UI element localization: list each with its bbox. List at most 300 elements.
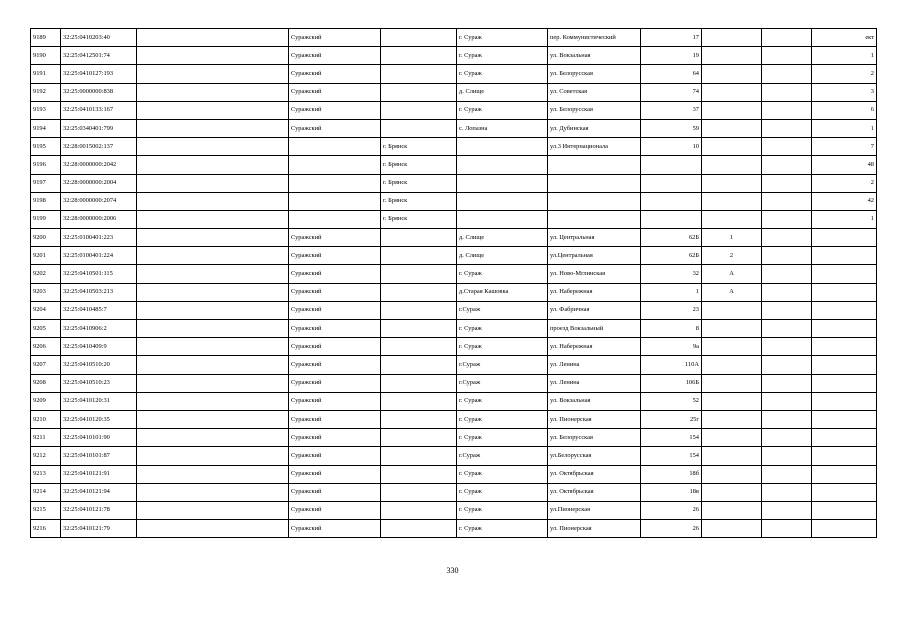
district-cell (289, 192, 381, 210)
count-cell (812, 320, 877, 338)
table-row (31, 338, 877, 356)
row-index-cell: 9201 (31, 247, 61, 265)
count-cell (812, 229, 877, 247)
house-number-cell: 37 (641, 101, 702, 119)
table-row (31, 447, 877, 465)
building-cell (702, 356, 762, 374)
house-number-cell (641, 192, 702, 210)
table-row (31, 301, 877, 319)
settlement-cell: д. Слище (457, 83, 548, 101)
street-cell (548, 210, 641, 228)
district-cell: Суражский (289, 65, 381, 83)
district-cell: Суражский (289, 83, 381, 101)
settlement-cell (457, 138, 548, 156)
district-cell: Суражский (289, 29, 381, 47)
row-index-cell: 9215 (31, 501, 61, 519)
house-number-cell: 32 (641, 265, 702, 283)
blank-cell (137, 101, 289, 119)
building-cell (702, 138, 762, 156)
table-row (31, 65, 877, 83)
blank-cell (137, 483, 289, 501)
district-cell: Суражский (289, 429, 381, 447)
street-cell: ул. Белорусская (548, 429, 641, 447)
district-cell (289, 174, 381, 192)
extra-cell (762, 29, 812, 47)
cadastral-number-cell: 32:28:0000000:2006 (61, 210, 137, 228)
city-cell (381, 429, 457, 447)
city-cell: г. Брянск (381, 192, 457, 210)
table-row (31, 501, 877, 519)
settlement-cell (457, 192, 548, 210)
settlement-cell: с. Лопазна (457, 119, 548, 137)
settlement-cell: г. Сураж (457, 520, 548, 538)
extra-cell (762, 101, 812, 119)
cadastral-number-cell: 32:25:0412501:74 (61, 47, 137, 65)
extra-cell (762, 374, 812, 392)
cadastral-number-cell: 32:25:0340401:799 (61, 119, 137, 137)
house-number-cell: 154 (641, 447, 702, 465)
building-cell: 1 (702, 229, 762, 247)
city-cell (381, 65, 457, 83)
table-row (31, 101, 877, 119)
settlement-cell: г. Сураж (457, 429, 548, 447)
building-cell (702, 301, 762, 319)
row-index-cell: 9191 (31, 65, 61, 83)
extra-cell (762, 229, 812, 247)
district-cell: Суражский (289, 392, 381, 410)
count-cell: 7 (812, 138, 877, 156)
row-index-cell: 9212 (31, 447, 61, 465)
district-cell (289, 210, 381, 228)
street-cell: пер. Коммунистический (548, 29, 641, 47)
blank-cell (137, 156, 289, 174)
register-table (30, 28, 877, 538)
house-number-cell: 110А (641, 356, 702, 374)
city-cell (381, 465, 457, 483)
count-cell (812, 429, 877, 447)
row-index-cell: 9195 (31, 138, 61, 156)
table-row (31, 229, 877, 247)
table-row (31, 192, 877, 210)
street-cell: ул. Вокзальная (548, 47, 641, 65)
building-cell (702, 338, 762, 356)
count-cell (812, 410, 877, 428)
district-cell: Суражский (289, 501, 381, 519)
city-cell: г. Брянск (381, 174, 457, 192)
extra-cell (762, 501, 812, 519)
building-cell (702, 483, 762, 501)
cadastral-number-cell: 32:25:0410120:35 (61, 410, 137, 428)
extra-cell (762, 283, 812, 301)
city-cell (381, 483, 457, 501)
street-cell: ул. Центральная (548, 229, 641, 247)
blank-cell (137, 338, 289, 356)
table-row (31, 29, 877, 47)
building-cell: 2 (702, 247, 762, 265)
register-body (31, 29, 877, 538)
cadastral-number-cell: 32:25:0410501:115 (61, 265, 137, 283)
extra-cell (762, 265, 812, 283)
table-row (31, 247, 877, 265)
blank-cell (137, 192, 289, 210)
city-cell (381, 265, 457, 283)
district-cell: Суражский (289, 338, 381, 356)
row-index-cell: 9194 (31, 119, 61, 137)
blank-cell (137, 138, 289, 156)
building-cell (702, 447, 762, 465)
extra-cell (762, 156, 812, 174)
building-cell (702, 65, 762, 83)
district-cell (289, 156, 381, 174)
row-index-cell: 9197 (31, 174, 61, 192)
table-row (31, 119, 877, 137)
city-cell (381, 83, 457, 101)
settlement-cell: д.Старая Кашовка (457, 283, 548, 301)
district-cell: Суражский (289, 265, 381, 283)
blank-cell (137, 83, 289, 101)
blank-cell (137, 356, 289, 374)
house-number-cell (641, 174, 702, 192)
table-row (31, 356, 877, 374)
city-cell (381, 119, 457, 137)
extra-cell (762, 338, 812, 356)
building-cell (702, 501, 762, 519)
table-row (31, 465, 877, 483)
city-cell (381, 320, 457, 338)
building-cell (702, 174, 762, 192)
house-number-cell: 9а (641, 338, 702, 356)
city-cell (381, 501, 457, 519)
row-index-cell: 9196 (31, 156, 61, 174)
count-cell (812, 483, 877, 501)
count-cell: 2 (812, 65, 877, 83)
cadastral-number-cell: 32:25:0410409:9 (61, 338, 137, 356)
city-cell (381, 392, 457, 410)
table-row (31, 429, 877, 447)
settlement-cell (457, 210, 548, 228)
house-number-cell: 74 (641, 83, 702, 101)
blank-cell (137, 229, 289, 247)
building-cell (702, 520, 762, 538)
street-cell: ул. Белорусская (548, 65, 641, 83)
count-cell (812, 465, 877, 483)
house-number-cell: 59 (641, 119, 702, 137)
blank-cell (137, 265, 289, 283)
street-cell: ул. Советская (548, 83, 641, 101)
building-cell (702, 101, 762, 119)
settlement-cell: г. Сураж (457, 392, 548, 410)
blank-cell (137, 410, 289, 428)
settlement-cell: г. Сураж (457, 47, 548, 65)
district-cell: Суражский (289, 229, 381, 247)
street-cell: ул. Набережная (548, 338, 641, 356)
house-number-cell: 19 (641, 47, 702, 65)
row-index-cell: 9216 (31, 520, 61, 538)
count-cell (812, 520, 877, 538)
district-cell: Суражский (289, 374, 381, 392)
city-cell: г. Брянск (381, 156, 457, 174)
count-cell (812, 356, 877, 374)
row-index-cell: 9199 (31, 210, 61, 228)
street-cell: ул. Пионерская (548, 520, 641, 538)
city-cell (381, 374, 457, 392)
row-index-cell: 9205 (31, 320, 61, 338)
blank-cell (137, 283, 289, 301)
row-index-cell: 9210 (31, 410, 61, 428)
count-cell: 3 (812, 83, 877, 101)
street-cell: ул. Пионерская (548, 410, 641, 428)
city-cell (381, 447, 457, 465)
extra-cell (762, 174, 812, 192)
cadastral-number-cell: 32:25:0410121:79 (61, 520, 137, 538)
street-cell (548, 192, 641, 210)
cadastral-number-cell: 32:25:0410101:90 (61, 429, 137, 447)
district-cell: Суражский (289, 119, 381, 137)
row-index-cell: 9192 (31, 83, 61, 101)
cadastral-number-cell: 32:25:0410203:40 (61, 29, 137, 47)
house-number-cell (641, 156, 702, 174)
city-cell (381, 229, 457, 247)
district-cell: Суражский (289, 465, 381, 483)
blank-cell (137, 29, 289, 47)
extra-cell (762, 429, 812, 447)
building-cell (702, 83, 762, 101)
street-cell: ул. Октябрьская (548, 465, 641, 483)
row-index-cell: 9193 (31, 101, 61, 119)
row-index-cell: 9202 (31, 265, 61, 283)
cadastral-number-cell: 32:25:0100401:224 (61, 247, 137, 265)
house-number-cell: 26 (641, 520, 702, 538)
table-row (31, 320, 877, 338)
row-index-cell: 9189 (31, 29, 61, 47)
street-cell: ул. Дубинская (548, 119, 641, 137)
cadastral-number-cell: 32:25:0410120:31 (61, 392, 137, 410)
blank-cell (137, 47, 289, 65)
extra-cell (762, 47, 812, 65)
district-cell: Суражский (289, 101, 381, 119)
building-cell (702, 465, 762, 483)
extra-cell (762, 65, 812, 83)
blank-cell (137, 392, 289, 410)
cadastral-number-cell: 32:28:0015002:137 (61, 138, 137, 156)
blank-cell (137, 119, 289, 137)
row-index-cell: 9203 (31, 283, 61, 301)
street-cell: ул.Белорусская (548, 447, 641, 465)
house-number-cell: 154 (641, 429, 702, 447)
extra-cell (762, 192, 812, 210)
building-cell (702, 156, 762, 174)
street-cell (548, 156, 641, 174)
cadastral-number-cell: 32:25:0410510:20 (61, 356, 137, 374)
settlement-cell: г. Сураж (457, 465, 548, 483)
street-cell: ул. Ленина (548, 374, 641, 392)
cadastral-number-cell: 32:25:0410510:23 (61, 374, 137, 392)
blank-cell (137, 174, 289, 192)
blank-cell (137, 374, 289, 392)
settlement-cell (457, 156, 548, 174)
extra-cell (762, 119, 812, 137)
settlement-cell: г.Сураж (457, 447, 548, 465)
page-number: 330 (446, 566, 459, 575)
settlement-cell: г.Сураж (457, 356, 548, 374)
street-cell: ул. Фабричная (548, 301, 641, 319)
blank-cell (137, 465, 289, 483)
cadastral-number-cell: 32:28:0000000:2042 (61, 156, 137, 174)
settlement-cell: г. Сураж (457, 29, 548, 47)
house-number-cell: 25г (641, 410, 702, 428)
building-cell (702, 392, 762, 410)
row-index-cell: 9198 (31, 192, 61, 210)
cadastral-number-cell: 32:25:0410101:87 (61, 447, 137, 465)
street-cell: ул. Белорусская (548, 101, 641, 119)
count-cell (812, 247, 877, 265)
house-number-cell: 10 (641, 138, 702, 156)
district-cell: Суражский (289, 483, 381, 501)
cadastral-number-cell: 32:25:0410133:167 (61, 101, 137, 119)
table-row (31, 47, 877, 65)
row-index-cell: 9200 (31, 229, 61, 247)
count-cell: 42 (812, 192, 877, 210)
table-row (31, 174, 877, 192)
settlement-cell: г. Сураж (457, 265, 548, 283)
row-index-cell: 9206 (31, 338, 61, 356)
count-cell: 1 (812, 119, 877, 137)
extra-cell (762, 210, 812, 228)
blank-cell (137, 320, 289, 338)
settlement-cell: г.Сураж (457, 301, 548, 319)
cadastral-number-cell: 32:28:0000000:2074 (61, 192, 137, 210)
cadastral-number-cell: 32:25:0410485:7 (61, 301, 137, 319)
house-number-cell: 52 (641, 392, 702, 410)
district-cell: Суражский (289, 410, 381, 428)
street-cell: ул. Вокзальная (548, 392, 641, 410)
settlement-cell: г. Сураж (457, 410, 548, 428)
settlement-cell: д. Слище (457, 247, 548, 265)
cadastral-number-cell: 32:25:0410503:213 (61, 283, 137, 301)
blank-cell (137, 429, 289, 447)
building-cell (702, 374, 762, 392)
district-cell: Суражский (289, 320, 381, 338)
city-cell (381, 520, 457, 538)
city-cell (381, 47, 457, 65)
row-index-cell: 9190 (31, 47, 61, 65)
count-cell: ект (812, 29, 877, 47)
building-cell (702, 29, 762, 47)
street-cell (548, 174, 641, 192)
street-cell: ул. Ново-Мглинская (548, 265, 641, 283)
city-cell (381, 247, 457, 265)
house-number-cell: 26 (641, 501, 702, 519)
house-number-cell: 17 (641, 29, 702, 47)
table-row (31, 392, 877, 410)
extra-cell (762, 320, 812, 338)
street-cell: ул. Октябрьская (548, 483, 641, 501)
table-row (31, 410, 877, 428)
street-cell: проезд Вокзальный (548, 320, 641, 338)
settlement-cell: г.Сураж (457, 374, 548, 392)
table-row (31, 138, 877, 156)
cadastral-number-cell: 32:25:0410127:193 (61, 65, 137, 83)
table-row (31, 265, 877, 283)
street-cell: ул. Ленина (548, 356, 641, 374)
count-cell: 1 (812, 210, 877, 228)
table-row (31, 210, 877, 228)
cadastral-number-cell: 32:28:0000000:2004 (61, 174, 137, 192)
street-cell: ул.Центральная (548, 247, 641, 265)
house-number-cell: 1 (641, 283, 702, 301)
settlement-cell (457, 174, 548, 192)
row-index-cell: 9209 (31, 392, 61, 410)
house-number-cell: 18в (641, 483, 702, 501)
table-row (31, 374, 877, 392)
settlement-cell: г. Сураж (457, 65, 548, 83)
table-row (31, 283, 877, 301)
row-index-cell: 9214 (31, 483, 61, 501)
district-cell: Суражский (289, 520, 381, 538)
extra-cell (762, 520, 812, 538)
settlement-cell: г. Сураж (457, 320, 548, 338)
extra-cell (762, 247, 812, 265)
count-cell: 1 (812, 47, 877, 65)
building-cell (702, 192, 762, 210)
count-cell (812, 265, 877, 283)
blank-cell (137, 65, 289, 83)
cadastral-number-cell: 32:25:0410906:2 (61, 320, 137, 338)
district-cell: Суражский (289, 47, 381, 65)
blank-cell (137, 520, 289, 538)
count-cell (812, 501, 877, 519)
row-index-cell: 9211 (31, 429, 61, 447)
table-row (31, 520, 877, 538)
count-cell (812, 447, 877, 465)
blank-cell (137, 447, 289, 465)
street-cell: ул.3 Интернационала (548, 138, 641, 156)
building-cell (702, 210, 762, 228)
building-cell (702, 320, 762, 338)
city-cell (381, 410, 457, 428)
cadastral-number-cell: 32:25:0410121:78 (61, 501, 137, 519)
district-cell: Суражский (289, 301, 381, 319)
blank-cell (137, 301, 289, 319)
extra-cell (762, 465, 812, 483)
blank-cell (137, 247, 289, 265)
count-cell (812, 338, 877, 356)
city-cell: г. Брянск (381, 210, 457, 228)
table-row (31, 83, 877, 101)
settlement-cell: г. Сураж (457, 101, 548, 119)
count-cell (812, 392, 877, 410)
table-row (31, 156, 877, 174)
building-cell (702, 119, 762, 137)
extra-cell (762, 410, 812, 428)
blank-cell (137, 210, 289, 228)
cadastral-number-cell: 32:25:0100401:223 (61, 229, 137, 247)
extra-cell (762, 483, 812, 501)
count-cell (812, 283, 877, 301)
district-cell: Суражский (289, 447, 381, 465)
city-cell (381, 301, 457, 319)
building-cell (702, 47, 762, 65)
house-number-cell (641, 210, 702, 228)
blank-cell (137, 501, 289, 519)
building-cell (702, 429, 762, 447)
building-cell: А (702, 265, 762, 283)
row-index-cell: 9207 (31, 356, 61, 374)
building-cell (702, 410, 762, 428)
settlement-cell: г. Сураж (457, 338, 548, 356)
row-index-cell: 9213 (31, 465, 61, 483)
extra-cell (762, 447, 812, 465)
